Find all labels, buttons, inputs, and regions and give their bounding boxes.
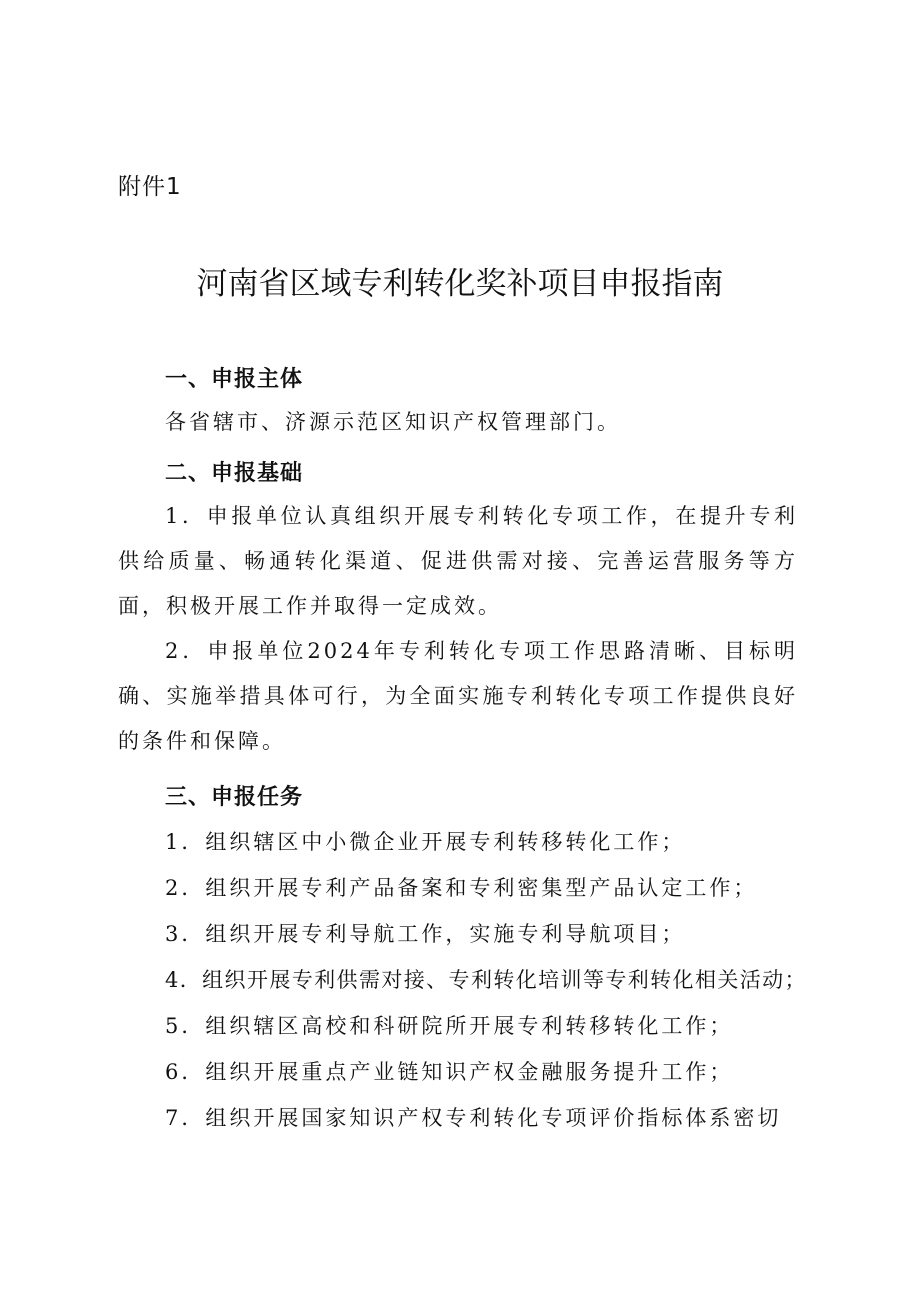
section-heading-tasks: 三、申报任务 [165, 785, 304, 810]
section-paragraph: 1．申报单位认真组织开展专利转化专项工作，在提升专利供给质量、畅通转化渠道、促进供需对接、完善运营服务等方面，积极开展工作并取得一定成效。 [118, 504, 798, 618]
attachment-label: 附件1 [118, 174, 182, 200]
list-item: 7．组织开展国家知识产权专利转化专项评价指标体系密切 [165, 1106, 782, 1130]
list-item: 3．组织开展专利导航工作，实施专利导航项目； [165, 922, 686, 946]
list-item: 4．组织开展专利供需对接、专利转化培训等专利转化相关活动； [165, 968, 807, 992]
list-item: 6．组织开展重点产业链知识产权金融服务提升工作； [165, 1060, 734, 1084]
section-paragraph: 各省辖市、济源示范区知识产权管理部门。 [165, 410, 621, 434]
section-heading-basis: 二、申报基础 [165, 461, 304, 486]
document-title: 河南省区域专利转化奖补项目申报指南 [196, 266, 724, 302]
list-item: 1．组织辖区中小微企业开展专利转移转化工作； [165, 830, 686, 854]
section-paragraph: 2．申报单位2024年专利转化专项工作思路清晰、目标明确、实施举措具体可行，为全面实施专利转化专项工作提供良好的条件和保障。 [118, 639, 798, 753]
list-item: 5．组织辖区高校和科研院所开展专利转移转化工作； [165, 1014, 734, 1038]
list-item: 2．组织开展专利产品备案和专利密集型产品认定工作； [165, 876, 758, 900]
section-heading-applicant: 一、申报主体 [165, 367, 304, 392]
